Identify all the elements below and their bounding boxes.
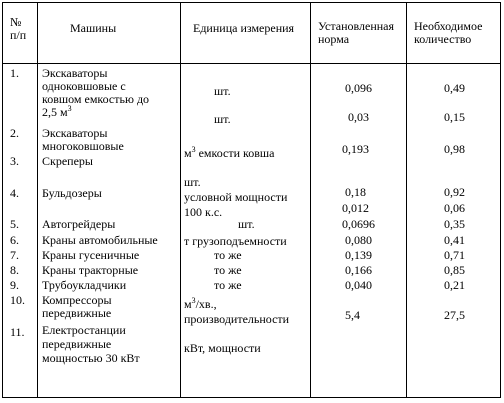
row-10-unit: $м^3/хв$., производительности: [184, 296, 290, 326]
row-8-unit: то же: [214, 263, 242, 277]
header-need: Необходимое количество: [414, 19, 483, 46]
row-11-name: Електростанции передвижные мощностью 30 кВт: [42, 323, 140, 365]
row-4-need-a: 0,92: [444, 185, 465, 199]
row-10-name: Компрессоры передвижные: [42, 293, 112, 320]
column-divider-machines: [180, 2, 181, 398]
row-1-need-b: 0,15: [444, 110, 465, 124]
row-9-need: 0,21: [444, 278, 465, 292]
row-6-unit: т грузоподъемности: [184, 234, 287, 248]
row-1-unit-a: шт.: [214, 84, 231, 98]
row-6-number: 6.: [10, 233, 19, 247]
row-4-norm-b: 0,012: [342, 201, 369, 215]
row-1-need-a: 0,49: [444, 81, 465, 95]
row-9-unit: то же: [214, 278, 242, 292]
row-10-need: 27,5: [444, 308, 465, 322]
row-11-unit: кВт, мощности: [184, 341, 261, 355]
row-4-unit: шт. условной мощности 100 к.с.: [184, 175, 288, 219]
row-8-name: Краны тракторные: [42, 263, 139, 277]
header-machines: Машины: [70, 21, 117, 35]
row-1-norm-a: 0,096: [345, 81, 372, 95]
table-border-left: [2, 2, 3, 398]
row-10-norm: 5,4: [345, 308, 360, 322]
row-9-norm: 0,040: [345, 278, 372, 292]
row-5-number: 5.: [10, 217, 19, 231]
row-3-name: Скреперы: [42, 154, 93, 168]
table-border-right: [500, 2, 501, 398]
row-1-norm-b: 0,03: [348, 110, 369, 124]
column-divider-unit: [310, 2, 311, 398]
row-3-number: 3.: [10, 154, 19, 168]
row-6-norm: 0,080: [345, 233, 372, 247]
row-1-number: 1.: [10, 66, 19, 80]
row-8-need: 0,85: [444, 263, 465, 277]
column-divider-num: [37, 2, 38, 398]
row-2-need: 0,98: [444, 142, 465, 156]
row-7-need: 0,71: [444, 248, 465, 262]
row-1-unit-b: шт.: [214, 112, 231, 126]
row-5-norm: 0,0696: [342, 217, 375, 231]
row-2-name: Экскаваторы многоковшовые: [42, 126, 124, 153]
header-norm: Установленная норма: [318, 19, 395, 46]
row-9-name: Трубоукладчики: [42, 278, 127, 292]
row-4-norm-a: 0,18: [345, 185, 366, 199]
header-unit: Единица измерения: [193, 21, 295, 35]
row-4-number: 4.: [10, 186, 19, 200]
row-6-name: Краны автомобильные: [42, 233, 158, 247]
row-7-norm: 0,139: [345, 248, 372, 262]
row-10-number: 10.: [10, 293, 25, 307]
row-4-name: Бульдозеры: [42, 186, 102, 200]
row-2-unit: $м^3$ емкости ковша: [184, 145, 275, 160]
row-5-unit: шт.: [238, 217, 255, 231]
row-8-number: 8.: [10, 263, 19, 277]
row-1-name: Экскаваторы одноковшовые с ковшом емкостью до 2,5 $м^3$: [42, 66, 150, 119]
header-number: № п/п: [10, 15, 27, 42]
row-2-norm: 0,193: [342, 142, 369, 156]
row-7-number: 7.: [10, 248, 19, 262]
table-border-bottom: [2, 397, 501, 398]
row-11-number: 11.: [10, 325, 25, 339]
row-6-need: 0,41: [444, 233, 465, 247]
row-8-norm: 0,166: [345, 263, 372, 277]
header-divider: [2, 63, 501, 64]
row-7-name: Краны гусеничные: [42, 248, 140, 262]
table-border-top: [2, 2, 501, 3]
row-2-number: 2.: [10, 126, 19, 140]
row-5-name: Автогрейдеры: [42, 217, 116, 231]
row-5-need: 0,35: [444, 217, 465, 231]
row-4-need-b: 0,06: [444, 201, 465, 215]
row-7-unit: то же: [214, 248, 242, 262]
column-divider-norm: [406, 2, 407, 398]
row-9-number: 9.: [10, 278, 19, 292]
